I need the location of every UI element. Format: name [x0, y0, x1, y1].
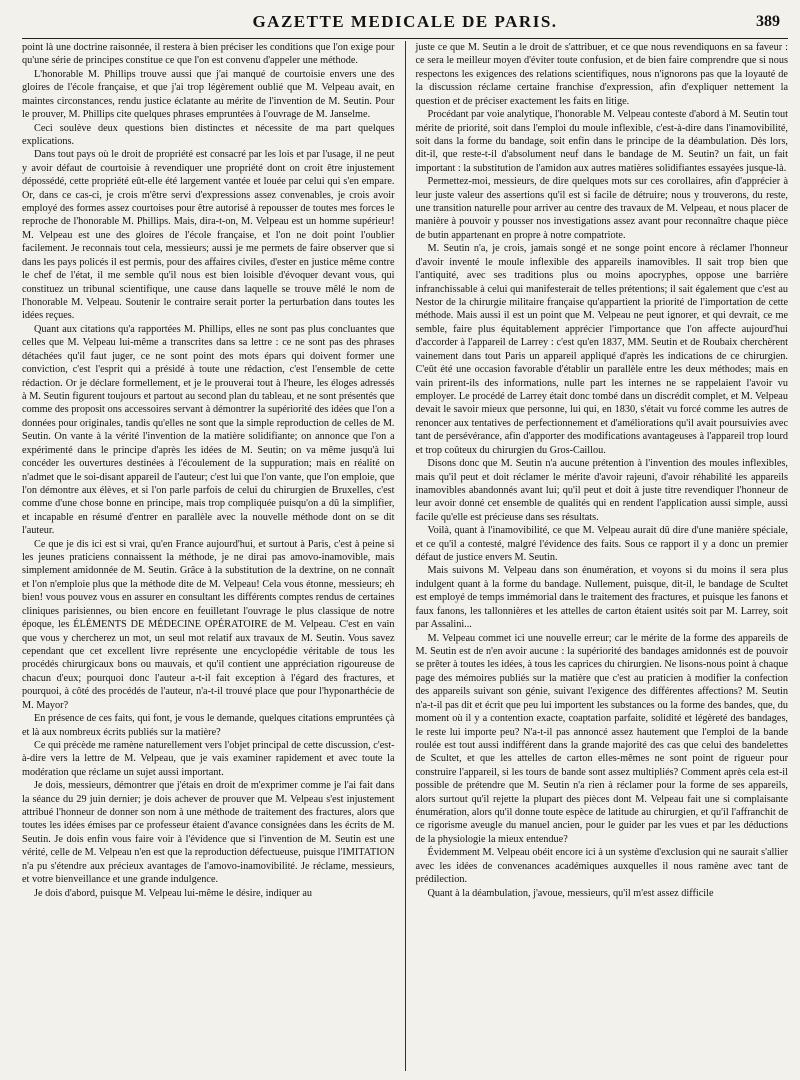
- text-columns: [22, 41, 788, 1071]
- paragraph: Dans tout pays où le droit de propriété est consacré par les lois et par l'usage, il ne peut y avoir défaut de courtoisie à revendiquer une propriété dont on croit être injustement dépossédé, cette propriété eût-elle été largement vantée et louée par celui qui s'en empare. Or, dans ce cas-ci, je crois m'être servi d'expressions assez convenables, je crois avoir employé des formes assez courtoises pour être autorisé à repousser de toutes mes forces le reproche de l'honorable M. Phillips. Mais, dira-t-on, M. Velpeau est un homme supérieur! M. Velpeau est une des gloires de l'école française, et l'on ne doit point l'oublier facilement. Je reconnais tout cela, messieurs; aussi je me permets de faire observer que si dans les pays policés il est permis, pour des affaires civiles, d'ester en justice même contre le chef de l'état, il me semble qu'il nous est bien loisible d'évoquer devant vous, qui constituez un tribunal scientifique, une cause dans laquelle se trouve mêlé le nom de l'honorable M. Velpeau. Soutenir le contraire serait porter la perturbation dans toutes les idées reçues.: [22, 149, 395, 322]
- paragraph: Je dois d'abord, puisque M. Velpeau lui-même le désire, indiquer au: [34, 887, 313, 899]
- paragraph: Permettez-moi, messieurs, de dire quelques mots sur ces corollaires, afin d'apprécier à leur juste valeur des assertions qu'il est si facile de détruire; nous y trouverons, du reste, une transition naturelle pour arriver au centre des travaux de M. Velpeau, et nous placer de manière à pouvoir y pousser nos investigations assez avant pour reconnaître chaque pièce de butin appartenant en propre à notre compatriote.: [415, 176, 788, 241]
- paragraph: En présence de ces faits, qui font, je vous le demande, quelques citations empruntées çà et là aux nombreux écrits publiés sur la matière?: [22, 713, 395, 738]
- paragraph: juste ce que M. Seutin a le droit de s'attribuer, et ce que nous revendiquons en sa faveur : ce sera le meilleur moyen d'éviter toute confusion, et de bien faire comprendre que si nous respectons les exigences des relations scientifiques, nous n'ignorons pas que la loyauté de la discussion réclame certaine franchise d'expression, afin d'expliquer nettement la question et de préciser exactement les faits en litige.: [415, 42, 788, 107]
- paragraph: Quant à la déambulation, j'avoue, messieurs, qu'il m'est assez difficile: [427, 887, 714, 899]
- paragraph: Ce qui précède me ramène naturellement vers l'objet principal de cette discussion, c'est-à-dire vers la lettre de M. Velpeau, que je vais examiner rapidement et avec toute la modération que réclame un sujet aussi important.: [22, 739, 395, 778]
- paragraph: Évidemment M. Velpeau obéit encore ici à un système d'exclusion qui ne saurait s'allier avec les idées de convenances académiques auxquelles il nous ramène avec tant de prédilection.: [415, 847, 788, 886]
- paragraph: Voilà, quant à l'inamovibilité, ce que M. Velpeau aurait dû dire d'une manière spéciale, et ce qu'il a contesté, malgré l'évidence des faits. Sous ce rapport il y a donc un premier défaut de justice envers M. Seutin.: [415, 525, 788, 564]
- paragraph: point là une doctrine raisonnée, il restera à bien préciser les conditions que l'on exige pour qu'une série de principes constitue ce que l'on est convenu d'appeler une méthode.: [22, 42, 395, 67]
- paragraph: Ce que je dis ici est si vrai, qu'en France aujourd'hui, et surtout à Paris, c'est à peine si les jeunes praticiens connaissent la méthode, je ne dirai pas amovo-inamovible, mais simplement amidonnée de M. Seutin. Grâce à la substitution de la dextrine, on ne connaît et l'on n'emploie plus que la méthode dite de M. Velpeau! Cela vous étonne, messieurs; eh bien! vous pouvez vous en assurer en consultant les différents comptes rendus de certaines cliniques parisiennes, ou bien encore en feuilletant l'ouvrage le plus classique de notre époque, les ÉLÉMENTS DE MÉDECINE OPÉRATOIRE de M. Velpeau. C'est en vain que vous y chercherez un mot, un seul mot relatif aux travaux de M. Seutin. Vous savez cependant que cet excellent livre représente une encyclopédie véritable de tous les procédés chirurgicaux bons ou mauvais, et qu'il contient une appréciation rigoureuse de chacun d'eux; pourquoi donc l'auteur a-t-il fait exception à l'égard des fractures, et pourquoi, à côté des procédés de l'auteur, n'a-t-il trouvé place que pour l'hyponarthécie de M. Mayor?: [22, 538, 395, 711]
- paragraph: M. Seutin n'a, je crois, jamais songé et ne songe point encore à réclamer l'honneur d'avoir inventé le moule inflexible des appareils inamovibles. Il sait trop bien que l'antiquité, avec ses traditions plus ou moins apocryphes, oppose une barrière infranchissable à celui qui manifesterait de telles prétentions; il sait également que c'est au Nestor de la chirurgie militaire française qu'appartient la priorité de l'importation de cette méthode. Mais aussi il est un point que M. Velpeau ne peut ignorer, et qui devrait, ce me semble, faire plus équitablement apprécier l'importance que l'on affecte aujourd'hui d'accorder à l'appareil de Larrey : c'est qu'en 1837, MM. Seutin et de Roubaix cherchèrent vainement dans tout Paris un appareil appliqué d'après les indications de ce chirurgien. C'eût été une occasion favorable d'établir un parallèle entre les deux méthodes; mais en vain prirent-ils des informations, nulle part les internes ne se rappelaient l'avoir vu employer. Le procédé de Larrey était donc tombé dans un discrédit complet, et M. Velpeau devait le savoir mieux que personne, lui qui, en 1830, s'était vu forcé comme les autres de renoncer aux tentatives de perfectionnement et d'améliorations qu'il avait poursuivies avec tant de persévérance, afin d'apporter des modifications avantageuses à l'appareil trop lourd et trop coûteux du chirurgien du Gros-Caillou.: [415, 243, 788, 456]
- left-column: [22, 41, 395, 1071]
- paragraph: M. Velpeau commet ici une nouvelle erreur; car le mérite de la forme des appareils de M. Seutin est de n'en avoir aucune : la supériorité des bandages amidonnés est de pouvoir se prêter à toutes les idées, à tous les caprices du chirurgien. Ne lisons-nous point à chaque page des mémoires publiés sur la matière que c'est au praticien à modifier la confection des appareils suivant son génie, suivant l'exigence des différentes affections? M. Seutin n'a-t-il pas dit et écrit que peu lui importent les substances ou la forme des bandes, que, du moment où il y a contention exacte, coaptation parfaite, solidité et légèreté des bandages, le reste lui importe peu? N'a-t-il pas annoncé assez hautement que l'emploi de la bande roulée est tout aussi indifférent dans la grande majorité des cas que celui des bandelettes de Scultet, et que les attelles de carton elles-mêmes ne sont point de rigueur pour construire l'appareil, si les tours de bande sont assez multipliés? Comment après cela est-il possible de prétendre que M. Seutin n'a rien à réclamer pour la forme de ses appareils, alors surtout qu'il rejette la plupart des pièces dont M. Velpeau fait une si complaisante énumération, alors qu'il donne toute espèce de latitude au chirurgien, et qu'il l'affranchit de ce rigorisme aveugle du manuel ancien, pour le guider par les vues et par les déductions de la physiologie la mieux entendue?: [415, 632, 788, 845]
- paragraph: L'honorable M. Phillips trouve aussi que j'ai manqué de courtoisie envers une des gloires de l'école française, et que j'ai trop légèrement oublié que M. Velpeau avait, en maintes circonstances, rendu justice éclatante au mérite de l'invention de M. Seutin. Pour le prouver, M. Phillips cite quelques phrases empruntées à l'ouvrage de M. Janselme.: [22, 68, 395, 121]
- paragraph: Je dois, messieurs, démontrer que j'étais en droit de m'exprimer comme je l'ai fait dans la séance du 29 juin dernier; je dois achever de prouver que M. Velpeau s'est injustement attribué l'honneur de donner son nom à une méthode de traitement des fractures, alors que toutes les idées émises par ce professeur étaient d'avance consignées dans les écrits de M. Seutin. Je dois enfin vous faire voir à l'évidence que si l'invention de M. Seutin est une vérité, celle de M. Velpeau n'en est que la reproduction défectueuse, puisque l'IMITATION n'a pu s'étendre aux précieux avantages de l'amovo-inamovibilité. Je réclame, messieurs, et votre bienveillance et une grande indulgence.: [22, 780, 395, 886]
- page-number: 389: [756, 13, 780, 30]
- paragraph: Procédant par voie analytique, l'honorable M. Velpeau conteste d'abord à M. Seutin tout mérite de priorité, soit dans l'emploi du moule inflexible, c'est-à-dire dans l'inamovibilité, soit dans la forme du bandage, soit enfin dans le principe de la déambulation. Dès lors, dit-il, que reste-t-il d'absolument neuf dans le bandage de M. Seutin? un fait, un fait important : la substitution de l'amidon aux autres matières solidifiantes essayées jusque-là.: [415, 109, 788, 174]
- paragraph: Quant aux citations qu'a rapportées M. Phillips, elles ne sont pas plus concluantes que celles que M. Velpeau lui-même a transcrites dans sa lettre : ce ne sont pas des phrases détachées qu'il faut juger, ce ne sont point des mots épars qui doivent former une conviction, c'est l'esprit qui a présidé à toute une rédaction, c'est l'ensemble de cette rédaction. Or je déclare formellement, et je le prouverai tout à l'heure, les éloges adressés à M. Seutin figurent toujours et partout au second plan du tableau, et ne sont présentés que comme des proposit ons accessoires servant à démontrer la supériorité des idées que l'on a données pour originales, tandis qu'elles ne sont que la simple reproduction de celles de M. Seutin. On vante à la vérité l'invention de la matière solidifiante; on annonce que l'on a expérimenté dans le principe d'après les idées de M. Seutin; on va même jusqu'à lui concéder les ouvertures destinées à l'écoulement de la suppuration; mais en réalité on n'admet que le soi-disant appareil de l'auteur; c'est lui que l'on vante, que l'on emploie, que l'on démontre aux élèves, et si l'on parle parfois de celui du chirurgien de Bruxelles, c'est comme d'une chose bonne en principe, mais trop compliquée puisqu'on a dû la simplifier, et incapable en résumé d'entrer en parallèle avec la nouvelle méthode dont on se dit l'auteur.: [22, 323, 395, 537]
- column-divider: [405, 41, 406, 1071]
- right-column: [416, 41, 789, 1071]
- paragraph: Ceci soulève deux questions bien distinctes et nécessite de ma part quelques explications.: [22, 122, 395, 147]
- paragraph: Disons donc que M. Seutin n'a aucune prétention à l'invention des moules inflexibles, mais qu'il peut et doit réclamer le mérite d'avoir rajeuni, d'avoir réhabilité les appareils inamovibles abandonnés avant lui; qu'il peut et doit à juste titre revendiquer l'honneur de leur avoir donné cet ensemble de qualités qui en rendent l'application aussi simple, aussi facile qu'elle est précieuse dans ses résultats.: [415, 458, 788, 523]
- header-rule: [22, 38, 788, 39]
- journal-title: GAZETTE MEDICALE DE PARIS.: [252, 12, 558, 31]
- page-header: [22, 10, 788, 32]
- paragraph: Mais suivons M. Velpeau dans son énumération, et voyons si du moins il sera plus indulgent quant à la forme du bandage. Nullement, puisque, dit-il, le bandage de Scultet est employé de temps immémorial dans le traitement des fractures, et puisque les fanons et faux fanons, les tallonnières et les attelles de carton étaient usités soit par M. Larrey, soit par Assalini...: [415, 565, 788, 631]
